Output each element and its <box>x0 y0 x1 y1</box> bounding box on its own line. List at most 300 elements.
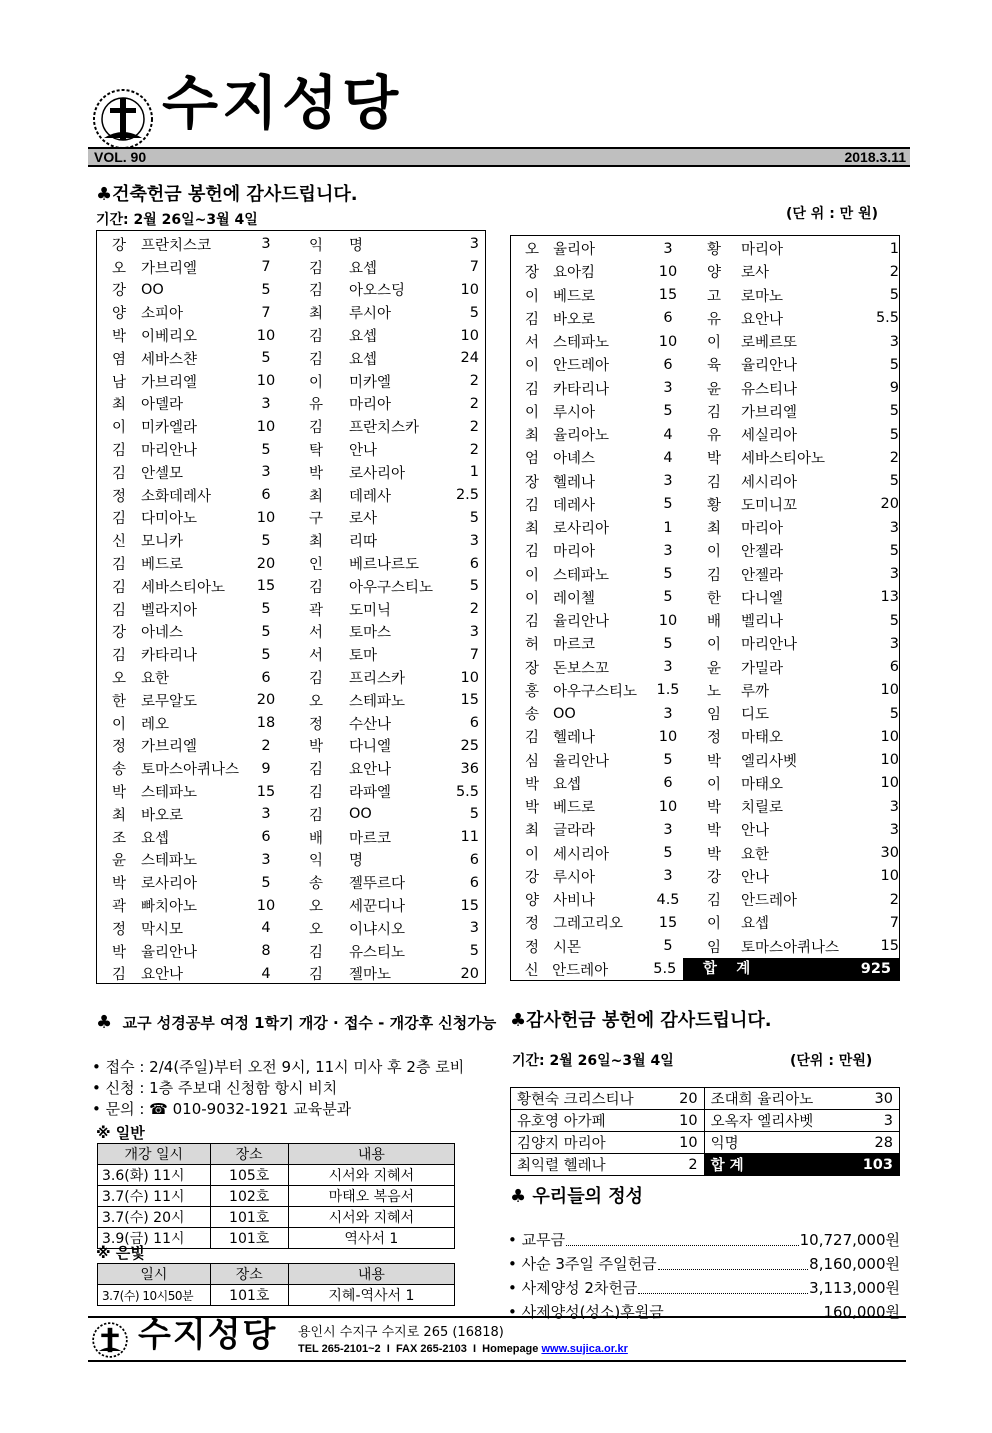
donor-row <box>97 370 485 393</box>
amount: 6 <box>469 874 479 891</box>
donor-row <box>97 780 485 803</box>
amount: 10 <box>658 798 678 815</box>
donor-row <box>97 621 485 644</box>
amount: 20 <box>460 965 479 982</box>
footer-address: 용인시 수지구 수지로 265 (16818) <box>298 1325 504 1340</box>
thanks-donor: 최익렬 헬레나 <box>511 1154 674 1176</box>
surname: 홍 <box>524 683 539 700</box>
surname: 익 <box>308 237 323 254</box>
donor-row <box>97 438 485 461</box>
surname: 황 <box>706 242 721 259</box>
footer-tel-fax: TEL 265-2101~2 I FAX 265-2103 I Homepage <box>298 1343 542 1355</box>
donor-row <box>97 894 485 917</box>
amount: 10 <box>658 263 678 280</box>
baptismal-name: 요셉 <box>349 329 378 346</box>
surname: 김 <box>524 497 539 514</box>
baptismal-name: 가브리엘 <box>141 260 198 277</box>
baptismal-name: 세바스티아노 <box>141 579 226 596</box>
amount: 5 <box>663 496 673 513</box>
surname: 곽 <box>308 602 323 619</box>
baptismal-name: 마리안나 <box>741 637 798 654</box>
donor-row <box>97 963 485 986</box>
schedule-row <box>98 1228 455 1249</box>
thanks-row <box>511 1110 900 1132</box>
amount: 5 <box>663 938 673 955</box>
surname: 김 <box>308 420 323 437</box>
donor-row <box>511 795 899 818</box>
baptismal-name: 시몬 <box>553 939 582 956</box>
donor-row <box>97 803 485 826</box>
baptismal-name: 가밀라 <box>741 660 784 677</box>
thanks-donor: 유호영 아가페 <box>511 1110 674 1132</box>
donor-row <box>97 689 485 712</box>
donor-row <box>97 415 485 438</box>
baptismal-name: 아오스딩 <box>349 283 406 300</box>
baptismal-name: 요셉 <box>553 776 582 793</box>
schedule-header-cell: 장소 <box>210 1264 288 1285</box>
schedule-cell: 3.7(수) 20시 <box>98 1207 211 1228</box>
surname: 이 <box>111 420 126 437</box>
amount: 3 <box>663 473 673 490</box>
surname: 한 <box>111 693 126 710</box>
bible-study-bullet: • 접수 : 2/4(주일)부터 오전 9시, 11시 미사 후 2층 로비 <box>92 1058 465 1076</box>
amount: 6 <box>261 829 271 846</box>
baptismal-name: 다미아노 <box>141 511 198 528</box>
amount: 6 <box>469 555 479 572</box>
thanks-row <box>511 1154 900 1176</box>
surname: 김 <box>524 614 539 631</box>
donor-row <box>511 539 899 562</box>
baptismal-name: 스테파노 <box>553 567 610 584</box>
masthead-title: 수지성당 <box>162 69 403 137</box>
surname: 이 <box>524 358 539 375</box>
surname: 익 <box>308 853 323 870</box>
baptismal-name: 헬레나 <box>553 730 596 747</box>
amount: 5 <box>663 752 673 769</box>
donor-row <box>97 871 485 894</box>
amount: 2 <box>469 601 479 618</box>
baptismal-name: 레오 <box>141 716 170 733</box>
amount: 5 <box>889 356 899 373</box>
baptismal-name: 디도 <box>741 707 770 724</box>
amount: 5 <box>469 943 479 960</box>
baptismal-name: 토마스 <box>349 625 392 642</box>
baptismal-name: 벨라지아 <box>141 602 198 619</box>
baptismal-name: 스테파노 <box>141 853 198 870</box>
schedule-cell: 3.6(화) 11시 <box>98 1165 211 1186</box>
donor-row <box>511 563 899 586</box>
amount: 3 <box>469 920 479 937</box>
amount: 10 <box>256 373 276 390</box>
amount: 5 <box>889 612 899 629</box>
baptismal-name: 도미니꼬 <box>741 497 798 514</box>
amount: 6 <box>663 775 673 792</box>
baptismal-name: 율리안나 <box>141 944 198 961</box>
amount: 7 <box>469 259 479 276</box>
bible-study-bullet: • 신청 : 1층 주보대 신청함 항시 비치 <box>92 1079 338 1097</box>
offering-amount: 160,000원 <box>823 1303 900 1321</box>
amount: 2 <box>889 263 899 280</box>
surname: 양 <box>111 306 126 323</box>
baptismal-name: 이냐시오 <box>349 921 406 938</box>
surname: 김 <box>111 579 126 596</box>
baptismal-name: 율리안나 <box>553 753 610 770</box>
surname: 이 <box>524 567 539 584</box>
amount: 15 <box>658 287 678 304</box>
baptismal-name: 로사 <box>741 265 770 282</box>
amount: 2.5 <box>455 487 479 504</box>
donor-row <box>97 256 485 279</box>
thanks-amount: 28 <box>857 1132 900 1154</box>
issue-date: 2018.3.11 <box>844 149 906 165</box>
donor-row <box>511 423 899 446</box>
schedule-cell: 시서와 지혜서 <box>288 1207 454 1228</box>
baptismal-name: 로사리아 <box>141 876 198 893</box>
surname: 남 <box>111 374 126 391</box>
donor-row <box>97 301 485 324</box>
donor-row <box>97 507 485 530</box>
schedule-row <box>98 1165 455 1186</box>
amount: 10 <box>658 333 678 350</box>
amount: 5 <box>889 426 899 443</box>
thanks-fund-unit: (단위 : 만원) <box>790 1053 873 1069</box>
surname: 서 <box>524 335 539 352</box>
surname: 유 <box>308 397 323 414</box>
baptismal-name: 바오로 <box>553 311 596 328</box>
surname: 김 <box>308 329 323 346</box>
baptismal-name: OO <box>553 705 576 722</box>
thanks-fund-period: 기간: 2월 26일~3월 4일 <box>512 1053 674 1069</box>
amount: 2 <box>889 891 899 908</box>
amount: 10 <box>880 728 899 745</box>
amount: 15 <box>658 914 678 931</box>
donor-row <box>511 260 899 283</box>
baptismal-name: 헬레나 <box>553 474 596 491</box>
baptismal-name: 요셉 <box>349 351 378 368</box>
surname: 박 <box>706 451 721 468</box>
bible-study-bullet: • 문의 : ☎ 010-9032-1921 교육분과 <box>92 1100 352 1118</box>
donor-row <box>97 643 485 666</box>
amount: 3 <box>889 566 899 583</box>
baptismal-name: 라파엘 <box>349 785 392 802</box>
offering-item <box>508 1276 900 1300</box>
amount: 6 <box>889 659 899 676</box>
amount: 3 <box>469 623 479 640</box>
baptismal-name: 로사리아 <box>349 465 406 482</box>
amount: 10 <box>880 775 899 792</box>
amount: 3 <box>889 821 899 838</box>
baptismal-name: 이베리오 <box>141 329 198 346</box>
surname: 오 <box>308 693 323 710</box>
amount: 5 <box>261 281 271 298</box>
baptismal-name: 세바스챤 <box>141 351 198 368</box>
donor-row <box>511 911 899 934</box>
amount: 2 <box>469 395 479 412</box>
surname: 유 <box>706 311 721 328</box>
amount: 15 <box>460 692 479 709</box>
surname: 최 <box>308 306 323 323</box>
baptismal-name: 요안나 <box>141 967 184 984</box>
amount: 2 <box>889 449 899 466</box>
surname: 신 <box>524 962 539 979</box>
amount: 9 <box>889 380 899 397</box>
amount: 3 <box>663 659 673 676</box>
amount: 2 <box>469 373 479 390</box>
amount: 5 <box>261 350 271 367</box>
amount: 3 <box>663 542 673 559</box>
donor-row <box>97 849 485 872</box>
amount: 5.5 <box>455 783 479 800</box>
surname: 김 <box>308 785 323 802</box>
total-label: 계 <box>736 958 844 981</box>
surname: 오 <box>524 242 539 259</box>
surname: 최 <box>524 428 539 445</box>
baptismal-name: 요셉 <box>741 916 770 933</box>
donor-row <box>511 888 899 911</box>
amount: 10 <box>460 327 479 344</box>
offering-label: • 사순 3주일 주일헌금 <box>508 1255 657 1273</box>
thanks-row <box>511 1132 900 1154</box>
amount: 13 <box>880 589 899 606</box>
baptismal-name: 마태오 <box>741 730 784 747</box>
offering-item <box>508 1228 900 1252</box>
surname: 김 <box>111 511 126 528</box>
baptismal-name: 베드로 <box>553 288 596 305</box>
surname: 김 <box>706 893 721 910</box>
surname: 정 <box>308 716 323 733</box>
offerings-list <box>508 1228 900 1324</box>
surname: 이 <box>524 404 539 421</box>
baptismal-name: 벨리나 <box>741 614 784 631</box>
donor-row <box>511 307 899 330</box>
amount: 20 <box>256 692 276 709</box>
building-fund-table-left <box>96 230 486 984</box>
volume-bar <box>88 147 910 167</box>
amount: 15 <box>256 578 276 595</box>
surname: 김 <box>706 474 721 491</box>
surname: 이 <box>706 544 721 561</box>
baptismal-name: 젤마노 <box>349 967 392 984</box>
surname: 강 <box>111 283 126 300</box>
amount: 4 <box>261 965 271 982</box>
surname: 이 <box>111 716 126 733</box>
schedule-row <box>98 1207 455 1228</box>
baptismal-name: 마태오 <box>741 776 784 793</box>
baptismal-name: 명 <box>349 237 364 254</box>
schedule-cell: 3.7(수) 10시50분 <box>98 1285 211 1306</box>
amount: 6 <box>261 669 271 686</box>
surname: 박 <box>111 944 126 961</box>
thanks-fund-title <box>510 1010 772 1032</box>
amount: 3 <box>261 464 271 481</box>
baptismal-name: 로베르또 <box>741 335 798 352</box>
baptismal-name: 세바스티아노 <box>741 451 826 468</box>
surname: 강 <box>524 869 539 886</box>
surname: 허 <box>524 637 539 654</box>
baptismal-name: 데레사 <box>349 488 392 505</box>
baptismal-name: 율리아 <box>553 242 596 259</box>
total-amount: 925 <box>844 958 899 981</box>
surname: 박 <box>308 739 323 756</box>
amount: 5.5 <box>653 961 677 978</box>
baptismal-name: 프란치스카 <box>349 420 420 437</box>
baptismal-name: 안나 <box>349 443 378 460</box>
offering-amount: 8,160,000원 <box>809 1255 900 1273</box>
surname: 김 <box>706 567 721 584</box>
surname: 강 <box>706 869 721 886</box>
baptismal-name: 로무알도 <box>141 693 198 710</box>
club-icon: ♣ <box>96 1012 113 1033</box>
donor-row <box>97 393 485 416</box>
building-fund-title-text: 건축헌금 봉헌에 감사드립니다. <box>112 184 358 205</box>
surname: 이 <box>524 590 539 607</box>
amount: 3 <box>261 395 271 412</box>
amount: 5 <box>663 403 673 420</box>
baptismal-name: 안드레아 <box>741 893 798 910</box>
thanks-donor: 황현숙 크리스티나 <box>511 1088 674 1110</box>
donor-row <box>511 237 899 260</box>
amount: 10 <box>256 418 276 435</box>
amount: 20 <box>880 496 899 513</box>
amount: 10 <box>460 281 479 298</box>
baptismal-name: 안나 <box>741 823 770 840</box>
baptismal-name: 베드로 <box>553 800 596 817</box>
baptismal-name: 스테파노 <box>349 693 406 710</box>
surname: 김 <box>524 381 539 398</box>
baptismal-name: 다니엘 <box>349 739 392 756</box>
leader-dots <box>658 1252 809 1270</box>
surname: 김 <box>111 602 126 619</box>
amount: 2 <box>469 418 479 435</box>
surname: 오 <box>308 921 323 938</box>
surname: 양 <box>706 265 721 282</box>
amount: 30 <box>880 845 899 862</box>
amount: 3 <box>663 868 673 885</box>
baptismal-name: 명 <box>349 853 364 870</box>
donor-row <box>511 958 899 981</box>
surname: 신 <box>111 534 126 551</box>
baptismal-name: 다니엘 <box>741 590 784 607</box>
amount: 5 <box>889 403 899 420</box>
amount: 3 <box>663 380 673 397</box>
surname: 이 <box>706 916 721 933</box>
baptismal-name: 루시아 <box>349 306 392 323</box>
amount: 5 <box>889 705 899 722</box>
thanks-amount: 10 <box>673 1132 704 1154</box>
schedule-header-cell: 개강 일시 <box>98 1144 211 1165</box>
thanks-amount: 30 <box>857 1088 900 1110</box>
homepage-link[interactable]: www.sujica.or.kr <box>541 1343 628 1355</box>
amount: 3 <box>261 851 271 868</box>
church-logo-small-icon <box>92 1322 128 1358</box>
amount: 3 <box>469 532 479 549</box>
donor-row <box>97 233 485 256</box>
surname: 오 <box>111 260 126 277</box>
bible-study-bullets <box>92 1057 464 1120</box>
offering-label: • 교무금 <box>508 1231 566 1249</box>
leader-dots <box>638 1276 808 1294</box>
surname: 김 <box>111 967 126 984</box>
schedule-row <box>98 1285 455 1306</box>
amount: 9 <box>261 760 271 777</box>
donor-row <box>511 400 899 423</box>
baptismal-name: 가브리엘 <box>141 739 198 756</box>
donor-row <box>511 609 899 632</box>
amount: 25 <box>460 737 479 754</box>
baptismal-name: 로마노 <box>741 288 784 305</box>
surname: 최 <box>308 534 323 551</box>
general-schedule-table <box>97 1143 455 1249</box>
amount: 3 <box>889 635 899 652</box>
baptismal-name: 베르나르도 <box>349 557 420 574</box>
surname: 정 <box>524 916 539 933</box>
amount: 6 <box>663 310 673 327</box>
surname: 오 <box>308 899 323 915</box>
surname: 송 <box>308 876 323 893</box>
baptismal-name: 마르코 <box>553 637 596 654</box>
surname: 정 <box>111 739 126 756</box>
donor-row <box>511 493 899 516</box>
surname: 윤 <box>706 381 721 398</box>
surname: 임 <box>706 707 721 724</box>
surname: 정 <box>706 730 721 747</box>
amount: 24 <box>460 350 479 367</box>
amount: 6 <box>469 851 479 868</box>
donor-row <box>97 347 485 370</box>
baptismal-name: 유스티나 <box>741 381 798 398</box>
baptismal-name: 빠치아노 <box>141 899 198 915</box>
baptismal-name: 로사 <box>349 511 378 528</box>
surname: 김 <box>111 648 126 665</box>
baptismal-name: 요셉 <box>349 260 378 277</box>
amount: 4.5 <box>656 891 680 908</box>
surname: 최 <box>524 823 539 840</box>
baptismal-name: 요안나 <box>349 762 392 779</box>
baptismal-name: 프리스카 <box>349 671 406 688</box>
baptismal-name: 프란치스코 <box>141 237 212 254</box>
surname: 배 <box>706 614 721 631</box>
footer-church-name: 수지성당 <box>138 1315 278 1355</box>
amount: 1 <box>469 464 479 481</box>
surname: 송 <box>524 707 539 724</box>
donor-row <box>97 279 485 302</box>
baptismal-name: 베드로 <box>141 557 184 574</box>
amount: 5 <box>261 646 271 663</box>
surname: 강 <box>111 237 126 254</box>
amount: 4 <box>663 449 673 466</box>
amount: 5 <box>469 509 479 526</box>
surname: 강 <box>111 625 126 642</box>
baptismal-name: 마리아 <box>741 242 784 259</box>
thanks-row <box>511 1088 900 1110</box>
baptismal-name: 리따 <box>349 534 378 551</box>
total-label: 합 <box>683 958 736 981</box>
donor-row <box>511 772 899 795</box>
surname: 장 <box>524 265 539 282</box>
schedule-cell: 지혜-역사서 1 <box>288 1285 454 1306</box>
baptismal-name: 엘리사벳 <box>741 753 798 770</box>
surname: 박 <box>706 823 721 840</box>
amount: 15 <box>460 897 479 914</box>
amount: 5 <box>469 578 479 595</box>
schedule-header-cell: 장소 <box>210 1144 288 1165</box>
donor-row <box>97 529 485 552</box>
surname: 김 <box>111 557 126 574</box>
surname: 김 <box>308 579 323 596</box>
amount: 20 <box>256 555 276 572</box>
baptismal-name: 안젤라 <box>741 567 784 584</box>
surname: 서 <box>308 625 323 642</box>
